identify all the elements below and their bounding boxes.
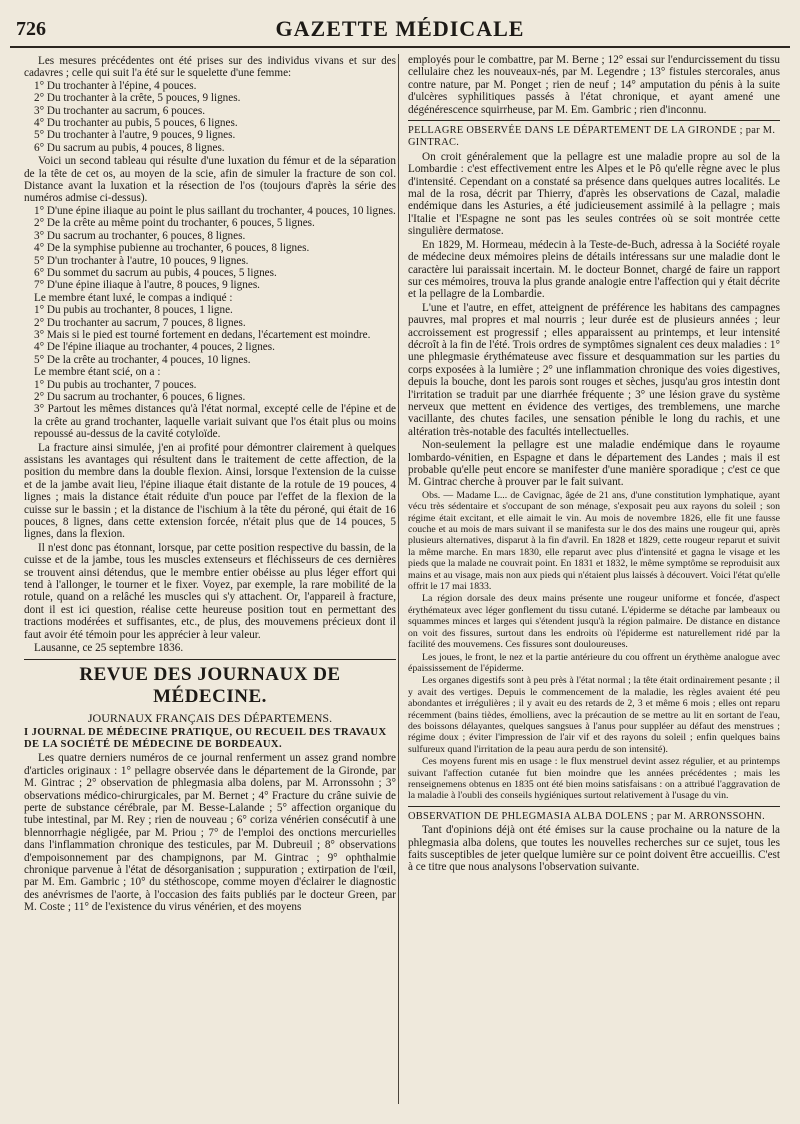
measure-line: 2° Du trochanter au sacrum, 7 pouces, 8 lignes.	[34, 316, 246, 329]
observation-paragraph: Ces moyens furent mis en usage : le flux menstruel devint assez régulier, et au printemps suivant l'affection cutanée fut bien moindre que les années précédentes ; mais les renseignemens obtenus en 1835 ont été bien moins satisfaisans : on a attribué l'aggravation de la maladie à l'oubli des conseils hygiéniques surtout relativement à l'usage du vin.	[408, 756, 780, 802]
scie-line: Le membre étant scié, on a :	[34, 366, 161, 379]
measure-line: 1° D'une épine iliaque au point le plus saillant du trochanter, 4 pouces, 10 lignes.	[34, 204, 396, 217]
section-rule	[408, 806, 780, 807]
dateline: Lausanne, ce 25 septembre 1836.	[34, 642, 184, 655]
revue-title: REVUE DES JOURNAUX DE MÉDECINE.	[79, 663, 341, 707]
measure-line: 3° Mais si le pied est tourné fortement en dedans, l'écartement est moindre.	[34, 328, 371, 341]
measure-line: 2° De la crête au même point du trochanter, 6 pouces, 5 lignes.	[34, 217, 315, 230]
article-heading-phlegmasia: OBSERVATION DE PHLEGMASIA ALBA DOLENS ; par M. ARRONSSOHN.	[408, 810, 765, 822]
right-column	[408, 54, 780, 1114]
measures-intro: Les mesures précédentes ont été prises sur des individus vivans et sur des cadavres ; celle qui suit l'a été sur le squelette d'une femme:	[24, 55, 396, 80]
measure-line: 1° Du pubis au trochanter, 8 pouces, 1 ligne.	[34, 304, 233, 317]
conclusion-paragraph: Il n'est donc pas étonnant, lorsque, par cette position respective du bassin, de la cuisse et de la jambe, tous les muscles extenseurs et fléchisseurs de ces dernières se trouvent ainsi détendus, que le membre entier obéisse au plus léger effort qui tend à l'allonger, le tourner et le fixer. Voyez, par exemple, la rare mobilité de la rotule, quand on a relâché les muscles qui s'y attachent. Or, l'appareil à fracture, dont il est ici question, réalise cette heureuse position tout en permettant des tractions modérées et suffisantes, etc., de plus, des mouvemens précieux dont il faut avoir été témoin pour les apprécier à leur valeur.	[24, 541, 396, 641]
measure-line: 4° Du trochanter au pubis, 5 pouces, 6 lignes.	[34, 117, 238, 130]
journal-title: GAZETTE MÉDICALE	[275, 16, 525, 41]
observation-paragraph: Les organes digestifs sont à peu près à l'état normal ; la tête était ordinairement pesante ; il y avait des vertiges. Depuis le commencement de la maladie, les règles avaient été peu abondantes et irrégulières ; il y avait eu des retards de 2, 3 et même 6 mois ; elles ont reparu récemment (bains tièdes, émolliens, avec la précaution de se mettre au lit en sortant de l'eau, des boissons délayantes, quelques sangsues à l'anus pour suppléer au défaut des menstrues ; régime doux ; éviter l'impression de l'air vif et des rayons du soleil ; enfin quelques bains sulfureux quand l'irritation de la peau aura perdu de son intensité).	[408, 675, 780, 755]
article-paragraph: Non-seulement la pellagre est une maladie endémique dans le royaume lombardo-vénitien, en Espagne et dans le département des Landes ; mais il est probable qu'elle peut encore se manifester d'une manière sporadique ; c'est ce que M. Gintrac cherche à prouver par le fait suivant.	[408, 439, 780, 489]
measure-line: 2° Du sacrum au trochanter, 6 pouces, 6 lignes.	[34, 390, 246, 403]
measure-line: 4° De l'épine iliaque au trochanter, 4 pouces, 2 lignes.	[34, 341, 275, 354]
fracture-paragraph: La fracture ainsi simulée, j'en ai profité pour démontrer clairement à quelques assistans les avantages qui résultent dans le traitement de cette affection, de la position du membre dans la double flexion. Ainsi, lorsque l'extension de la cuisse et de la jambe avait lieu, l'épine iliaque était distante de la rotule de 19 pouces, 4 lignes ; mais la distance était réduite d'un pouce par l'effet de la flexion de la cuisse sur le bassin ; et la distance de l'ischium à la tête du péroné, qui était de 16 pouces, 8 lignes, dans cette extension forcée, n'était plus que de 14 pouces, 5 lignes, dans la flexion.	[24, 441, 396, 541]
section-heading: I JOURNAL DE MÉDECINE PRATIQUE, OU RECUEIL DES TRAVAUX DE LA SOCIÉTÉ DE MÉDECINE DE BORDEAUX.	[24, 726, 387, 750]
second-table-intro: Voici un second tableau qui résulte d'une luxation du fémur et de la séparation de la tête de cet os, au moyen de la scie, afin de simuler la fracture de son col. Distance avant la luxation et la résection de l'os (toujours d'après la série des numéros admise ci-dessus).	[24, 155, 396, 205]
measure-line: 4° De la symphise pubienne au trochanter, 6 pouces, 8 lignes.	[34, 242, 310, 255]
page-header	[10, 6, 790, 48]
observation-paragraph: Obs. — Madame L... de Cavignac, âgée de 21 ans, d'une constitution lymphatique, ayant vécu très sédentaire et s'occupant de son ménage, s'exposait peu aux rayons du soleil ; son régime était excitant, et elle aimait le vin. Au mois de novembre 1826, elle fit une fausse couche et au mois de mars suivant il se manifesta sur le dos des mains une rougeur qui, après plusieurs alternatives, disparut à la fin d'avril. En 1828 et 1829, cette rougeur reparut et suivit la même marche. En mars 1830, elle reparut avec plus d'intensité et gagna le visage et les pieds que la malade ne couvrait point. En 1831 et 1832, le même symptôme se reproduisit aux mains et au visage, mais non aux pieds qui n'étaient plus laissés à découvert. Voici l'état qu'elle offrit le 17 mai 1833.	[408, 489, 780, 593]
measure-line: 3° Partout les mêmes distances qu'à l'état normal, excepté celle de l'épine et de la crête au grand trochanter, laquelle variait suivant que l'os était plus ou moins repoussé au-dessus de la cavité cotyloïde.	[34, 403, 396, 441]
article-paragraph: Tant d'opinions déjà ont été émises sur la cause prochaine ou la nature de la phlegmasia alba dolens, que toutes les nouvelles recherches sur ce sujet, tous les faits susceptibles de jeter quelque lumière sur ce point doivent être accueillis. C'est à ce titre que nous analysons l'observation suivante.	[408, 824, 780, 874]
measure-line: 5° D'un trochanter à l'autre, 10 pouces, 9 lignes.	[34, 254, 249, 267]
column-rule	[398, 54, 399, 1104]
review-continuation: employés pour le combattre, par M. Berne ; 12° essai sur l'endurcissement du tissu cellulaire chez les nouveaux-nés, par M. Legendre ; 13° fistules stercorales, anus contre nature, par M. Ponget ; rien de neuf ; 14° amputation du pénis à la suite d'ulcères syphilitiques passés à l'état chronique, et ayant amené une dégénérescence squirrheuse, par M. Em. Gambric ; rien d'inconnu.	[408, 54, 780, 116]
article-paragraph: En 1829, M. Hormeau, médecin à la Teste-de-Buch, adressa à la Société royale de médecine deux mémoires pleins de détails intéressans sur une maladie dont le caractère lui paraissait incertain. M. le docteur Bonnet, chargé de faire un rapport sur ces mémoires, trouva la plus grande analogie entre l'affection qui y était décrite et la pellagre de la Lombardie.	[408, 238, 780, 301]
measure-line: 6° Du sacrum au pubis, 4 pouces, 8 lignes.	[34, 141, 225, 154]
section-rule	[408, 120, 780, 121]
measure-line: 7° D'une épine iliaque à l'autre, 8 pouces, 9 lignes.	[34, 279, 260, 292]
measure-line: 3° Du sacrum au trochanter, 6 pouces, 8 lignes.	[34, 229, 246, 242]
section-rule	[24, 659, 396, 660]
article-paragraph: On croit généralement que la pellagre est une maladie propre au sol de la Lombardie : c'est effectivement entre les Alpes et le Pô qu'elle règne avec le plus d'intensité. Cependant on a constaté sa présence dans quelques autres localités. Le mal de la rosa, décrit par Thierry, d'après les observations de Cazal, maladie endémique dans les Asturies, a été judicieusement assimilé à la pellagre ; mais l'Italie et l'Espagne ne sont pas les seules contrées où se soit montrée cette singulière dermatose.	[408, 150, 780, 238]
article-paragraph: L'une et l'autre, en effet, atteignent de préférence les habitans des campagnes pauvres, mal propres et mal nourris ; leur durée est de plusieurs années ; leur accroissement est progressif ; elles apparaissent au printemps, et leur intensité décroît à la fin de l'été. Trois ordres de symptômes signalent ces deux maladies : 1° une phlegmasie érythémateuse avec fissure et desquammation sur les parties du corps exposées à la lumière ; 2° une inflammation chronique des voies digestives, depuis la bouche, dont les parois sont rouges et sèches, jusqu'au gros intestin dont l'irritation se traduit par une diarrhée fréquente ; 3° une lésion grave du système nerveux que mettent en évidence des vertiges, des tremblemens, une marche vacillante, des chutes faciles, une sensation pénible le long du rachis, et une altération très-notable des facultés intellectuelles.	[408, 301, 780, 438]
page-number: 726	[16, 18, 46, 40]
review-paragraph: Les quatre derniers numéros de ce journal renferment un assez grand nombre d'articles originaux : 1° pellagre observée dans le département de la Gironde, par M. Gintrac ; 2° observation de phlegmasia alba dolens, par M. Arronssohn ; 3° observations médico-chirurgicales, par M. Bernet ; 4° Fracture du crâne suivie de perte de substance cérébrale, par M. Besse-Lalande ; 5° affection organique du tube intestinal, par M. Rey ; rien de nouveau ; 6° coriza vénérien consécutif à une blennorrhagie négligée, par M. Priou ; 7° de l'emploi des onctions mercurielles dans l'inflammation chronique des testicules, par M. Dubreuil ; 8° observations d'empoisonnement par des champignons, par M. Gintrac ; 9° ophthalmie chronique parvenue à l'état de désorganisation ; suppuration ; extirpation de l'œil, par M. Em. Gambric ; 10° du stéthoscope, comme moyen d'éclairer le diagnostic des anévrismes de l'aorte, à l'occasion des faits publiés par le docteur Green, par M. Coste ; 11° de l'existence du virus vénérien, et des moyens	[24, 752, 396, 914]
measure-line: 5° De la crête au trochanter, 4 pouces, 10 lignes.	[34, 353, 251, 366]
measure-line: 1° Du trochanter à l'épine, 4 pouces.	[34, 79, 197, 92]
luxe-line: Le membre étant luxé, le compas a indiqué :	[34, 291, 233, 304]
left-column	[24, 54, 396, 1114]
observation-paragraph: Les joues, le front, le nez et la partie antérieure du cou offrent un érythème analogue avec épaississement de l'épiderme.	[408, 651, 780, 674]
article-heading-pellagre: PELLAGRE OBSERVÉE DANS LE DÉPARTEMENT DE LA GIRONDE ; par M. GINTRAC.	[408, 125, 776, 149]
observation-paragraph: La région dorsale des deux mains présente une rougeur uniforme et foncée, d'aspect érythémateux avec léger gonflement du tissu cutané. L'épiderme se détache par lambeaux ou squammes minces et larges qui s'étendent jusqu'à la région palmaire. De distance en distance on voit des fissures, surtout dans les endroits où l'épiderme est naturellement ridé par la facilité des mouvemens. Ces fissures sont douloureuses.	[408, 593, 780, 651]
measure-line: 5° Du trochanter à l'autre, 9 pouces, 9 lignes.	[34, 129, 236, 142]
measure-line: 3° Du trochanter au sacrum, 6 pouces.	[34, 104, 205, 117]
measure-line: 1° Du pubis au trochanter, 7 pouces.	[34, 378, 197, 391]
revue-subtitle: JOURNAUX FRANÇAIS DES DÉPARTEMENS.	[87, 710, 333, 725]
measure-line: 6° Du sommet du sacrum au pubis, 4 pouces, 5 lignes.	[34, 266, 277, 279]
measure-line: 2° Du trochanter à la crête, 5 pouces, 9 lignes.	[34, 92, 241, 105]
